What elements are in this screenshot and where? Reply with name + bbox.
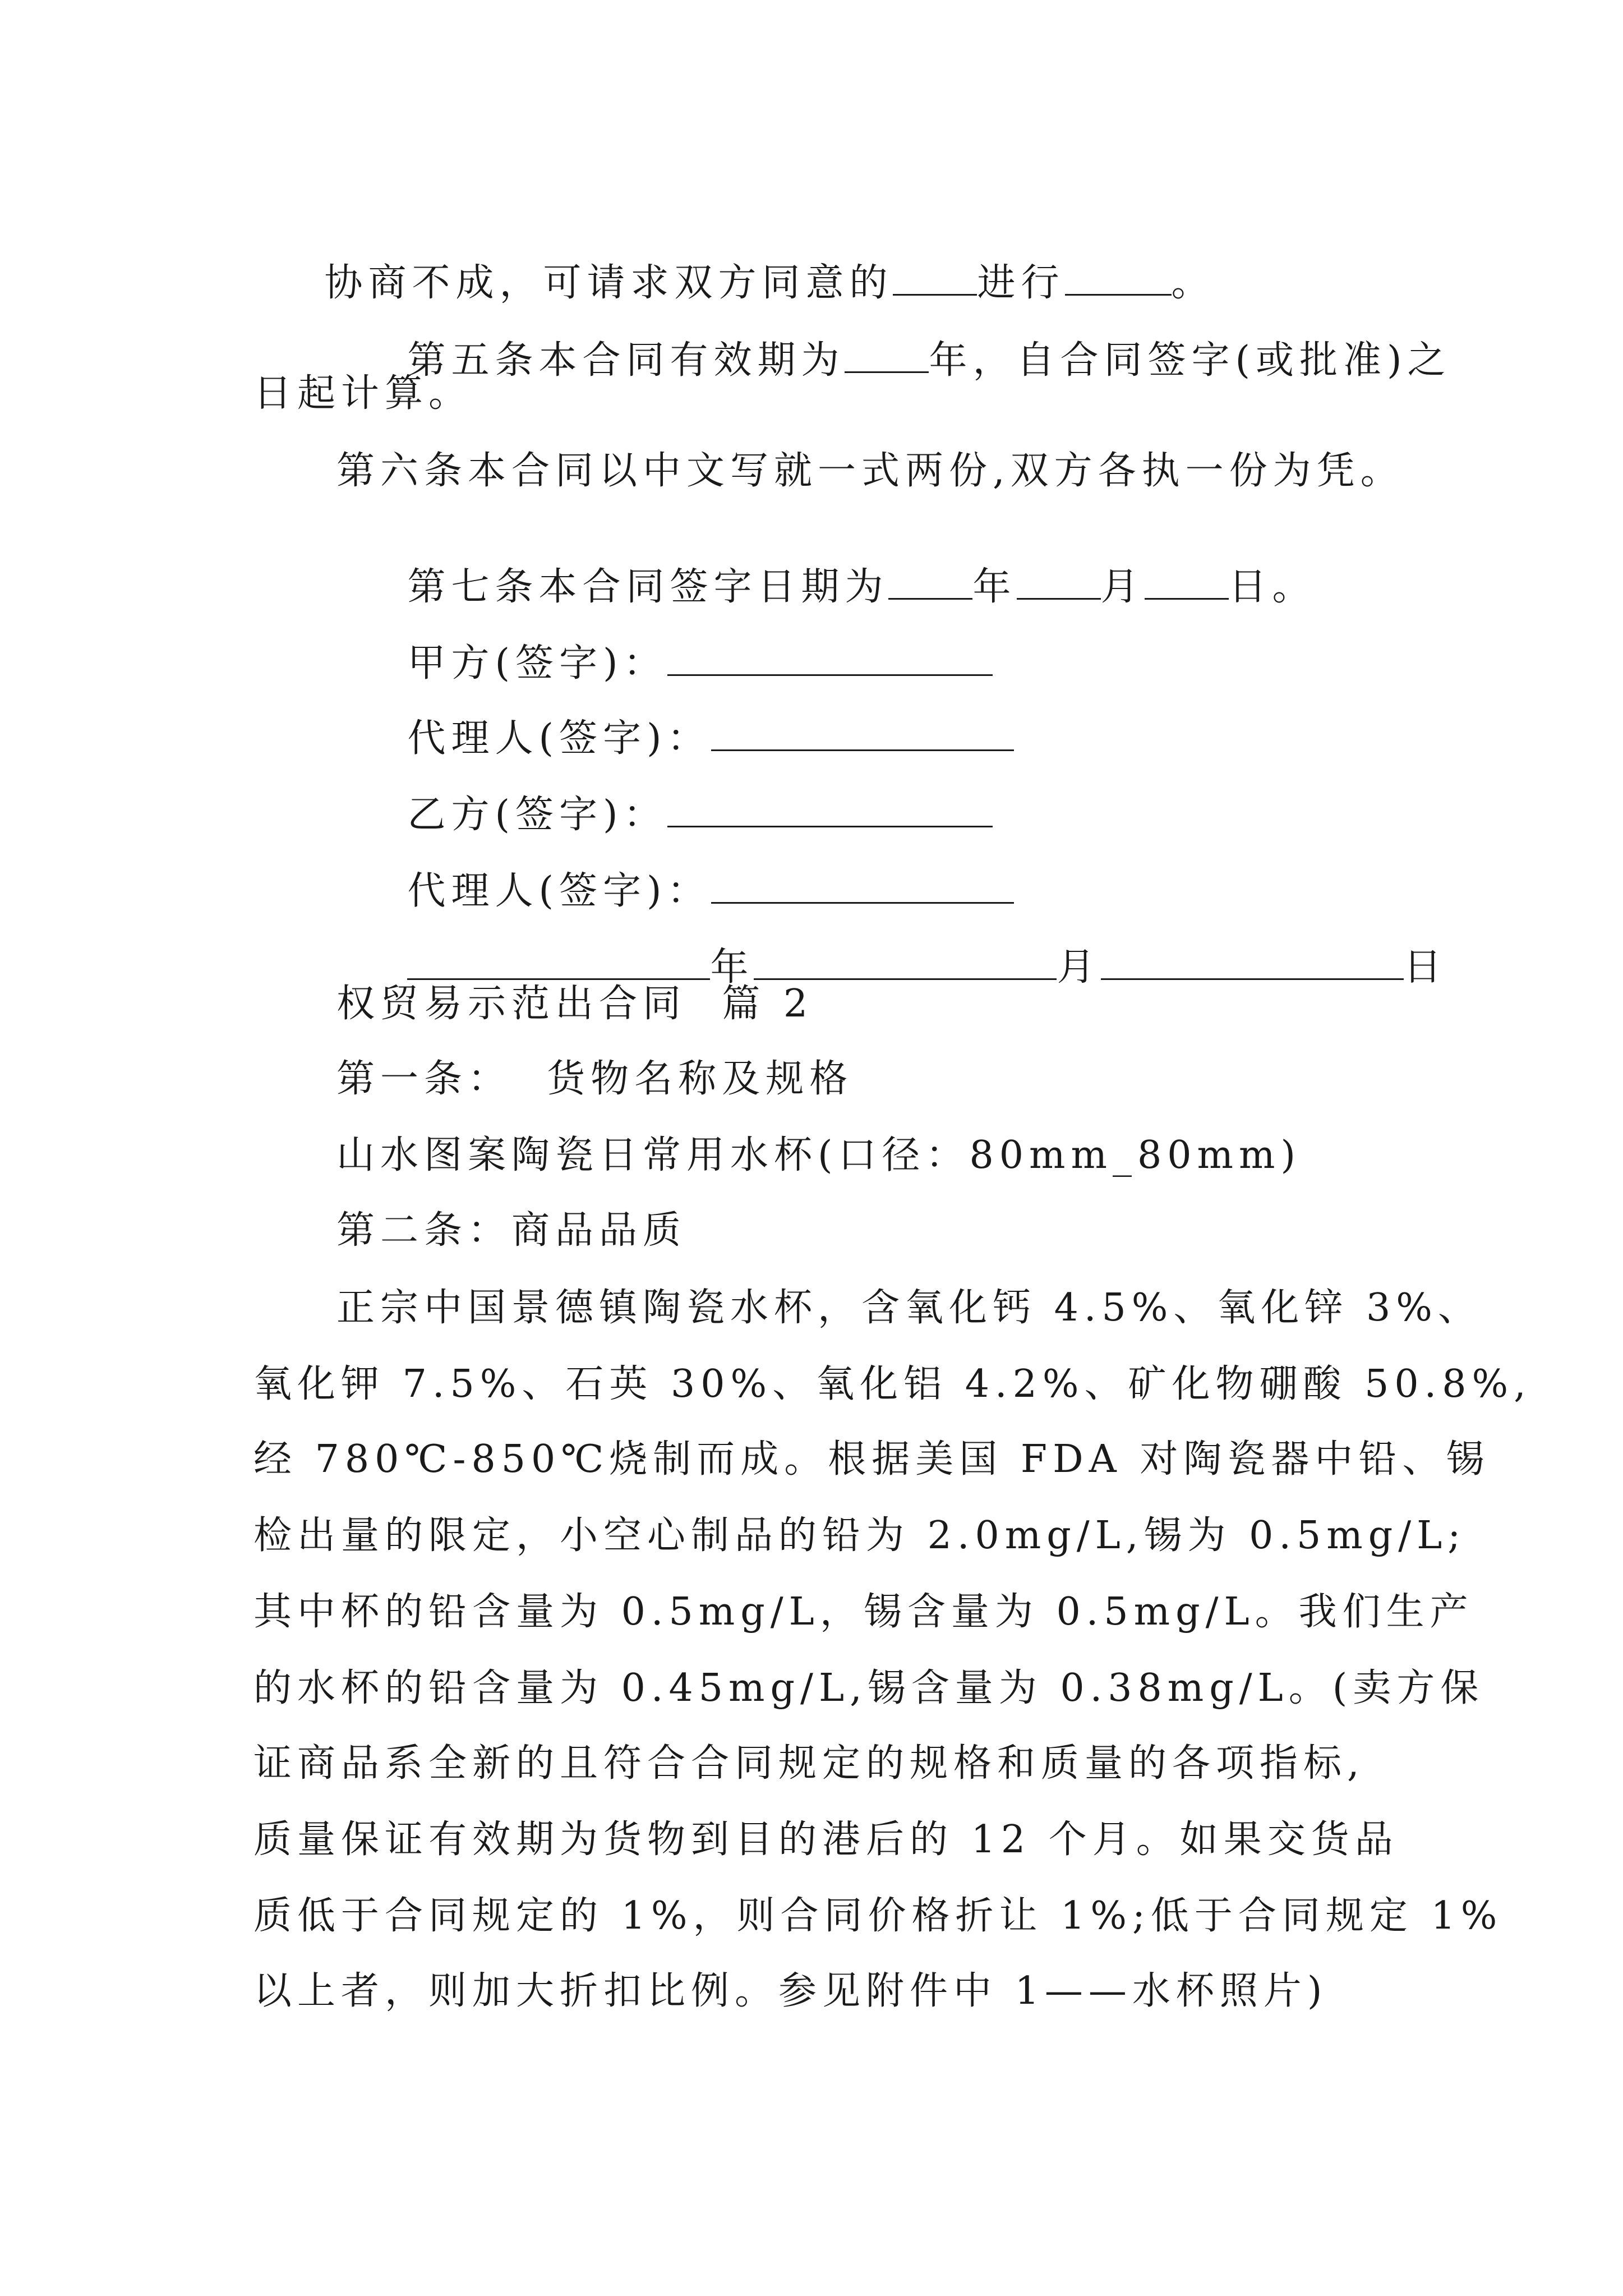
text-line: [336, 301, 1451, 418]
fill-blank: [1145, 565, 1229, 600]
text-segment: 年，自合同签字(或批准)之: [929, 338, 1451, 383]
article-heading: 第二条：商品品质: [336, 1208, 687, 1253]
fill-blank: [888, 565, 972, 600]
fill-blank: [845, 339, 929, 373]
paragraph-line: 正宗中国景德镇陶瓷水杯，含氧化钙 4.5%、氧化锌 3%、: [336, 1286, 1482, 1330]
text-line: 山水图案陶瓷日常用水杯(口径：80mm_80mm): [336, 1133, 1302, 1177]
date-blank: [407, 946, 710, 980]
paragraph-line: 质低于合同规定的 1%，则合同价格折让 1%;低于合同规定 1%: [253, 1894, 1503, 1938]
text-line: 第六条本合同以中文写就一式两份,双方各执一份为凭。: [336, 449, 1404, 493]
paragraph-line: 经 780℃-850℃烧制而成。根据美国 FDA 对陶瓷器中铅、锡: [253, 1437, 1490, 1481]
signature-blank: [711, 717, 1014, 751]
text-segment: 乙方(签字)：: [407, 793, 667, 837]
text-segment: 年: [710, 945, 754, 990]
text-segment: 月: [1100, 565, 1145, 609]
paragraph-line: 氧化钾 7.5%、石英 30%、氧化铝 4.2%、矿化物硼酸 50.8%,: [253, 1362, 1532, 1406]
paragraph-line: 质量保证有效期为货物到目的港后的 12 个月。如果交货品: [253, 1818, 1399, 1862]
text-segment: 日。: [1228, 565, 1316, 609]
fill-blank: [1017, 565, 1101, 600]
paragraph-line: 的水杯的铅含量为 0.45mg/L,锡含量为 0.38mg/L。(卖方保: [253, 1666, 1484, 1710]
paragraph-line: 证商品系全新的且符合合同规定的规格和质量的各项指标,: [253, 1741, 1365, 1786]
text-segment: 年: [972, 565, 1017, 609]
section-heading: 权贸易示范出合同 篇 2: [336, 982, 814, 1026]
text-segment: 。: [1171, 261, 1215, 305]
text-segment: 日: [1403, 945, 1447, 990]
paragraph-line: 以上者，则加大折扣比例。参见附件中 1——水杯照片): [253, 1969, 1328, 2013]
paragraph-line: 检出量的限定，小空心制品的铅为 2.0mg/L,锡为 0.5mg/L;: [253, 1513, 1467, 1558]
fill-blank: [893, 261, 977, 296]
text-segment: 代理人(签字)：: [407, 869, 711, 913]
text-segment: 第五条本合同有效期为: [407, 338, 845, 383]
signature-blank: [667, 793, 993, 827]
signature-blank: [667, 642, 993, 676]
text-segment: 甲方(签字)：: [407, 641, 667, 685]
signature-blank: [711, 869, 1014, 904]
date-blank: [754, 946, 1057, 980]
text-segment: 月: [1057, 945, 1101, 990]
text-segment: 协商不成，可请求双方同意的: [324, 261, 893, 305]
paragraph-line: 其中杯的铅含量为 0.5mg/L，锡含量为 0.5mg/L。我们生产: [253, 1590, 1474, 1634]
article-heading: 第一条： 货物名称及规格: [336, 1057, 854, 1101]
text-segment: 代理人(签字)：: [407, 716, 711, 761]
date-blank: [1101, 946, 1404, 980]
text-line: 日起计算。: [253, 371, 473, 416]
fill-blank: [1065, 261, 1172, 296]
text-segment: 第七条本合同签字日期为: [407, 565, 889, 609]
text-segment: 进行: [977, 261, 1065, 305]
